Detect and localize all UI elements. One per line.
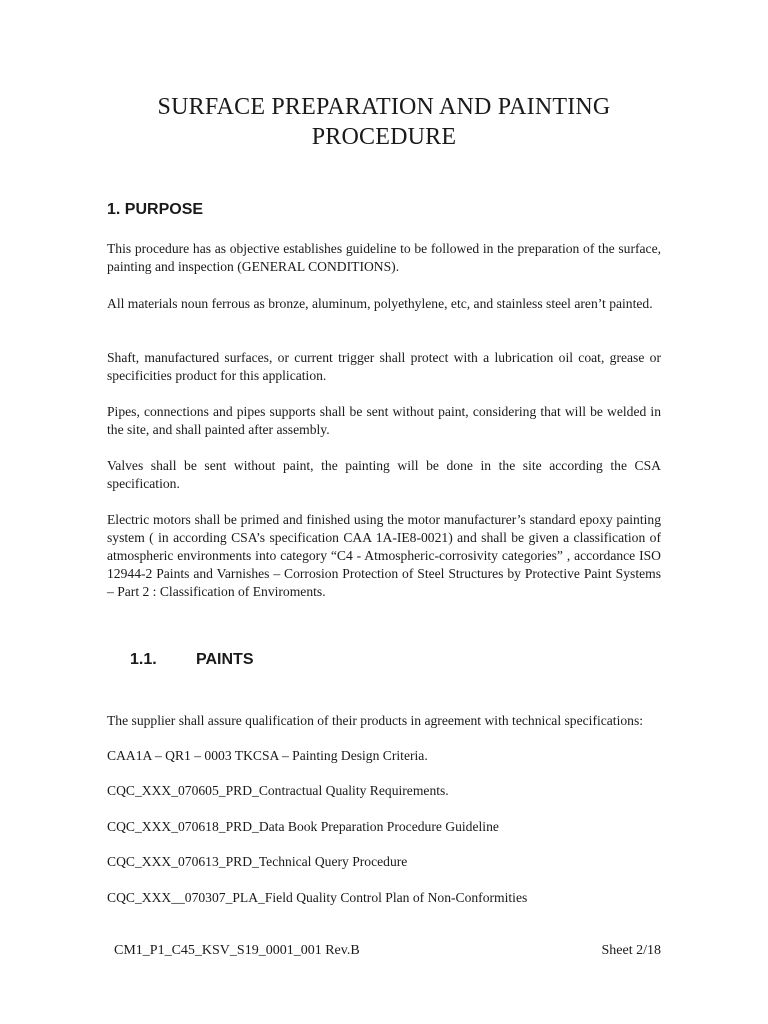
- paragraph-electric-motors: Electric motors shall be primed and finished using the motor manufacturer’s standard epoxy painting system ( in according CSA’s specification CAA 1A-IE8-0021) and shall be given a classification of atmospheric environments into category “C4 - Atmospheric-corrosivity categories” , accordance ISO 12944-2 Paints and Varnishes – Corrosion Protection of Steel Structures by Protective Paint Systems – Part 2 : Classification of Enviroments.: [107, 512, 661, 599]
- document-title: [0, 92, 768, 152]
- paragraph-non-ferrous: All materials noun ferrous as bronze, aluminum, polyethylene, etc, and stainless steel aren’t painted.: [107, 296, 653, 311]
- reference-item: CQC_XXX_070613_PRD_Technical Query Procedure: [107, 854, 408, 869]
- reference-item: CQC_XXX_070605_PRD_Contractual Quality Requirements.: [107, 783, 449, 798]
- paragraph-shaft: Shaft, manufactured surfaces, or current trigger shall protect with a lubrication oil coat, grease or specificities product for this application.: [107, 350, 661, 383]
- section-heading-purpose: 1. PURPOSE: [107, 201, 204, 218]
- section-number-paints: 1.1.: [130, 651, 157, 668]
- reference-item: CQC_XXX__070307_PLA_Field Quality Control Plan of Non-Conformities: [107, 890, 528, 905]
- footer-document-code: CM1_P1_C45_KSV_S19_0001_001 Rev.B: [114, 943, 360, 958]
- paragraph-supplier: The supplier shall assure qualification of their products in agreement with technical specifications:: [107, 713, 644, 728]
- paragraph-pipes: Pipes, connections and pipes supports shall be sent without paint, considering that will be welded in the site, and shall painted after assembly.: [107, 404, 661, 437]
- document-title-line-1: SURFACE PREPARATION AND PAINTING: [157, 94, 611, 120]
- document-title-line-2: PROCEDURE: [311, 124, 457, 150]
- footer-sheet-number: Sheet 2/18: [601, 943, 661, 958]
- paragraph-objective: This procedure has as objective establishes guideline to be followed in the preparation of the surface, painting and inspection (GENERAL CONDITIONS).: [107, 241, 661, 274]
- reference-item: CQC_XXX_070618_PRD_Data Book Preparation Procedure Guideline: [107, 819, 499, 834]
- section-heading-paints: PAINTS: [196, 651, 254, 668]
- paragraph-valves: Valves shall be sent without paint, the painting will be done in the site according the CSA specification.: [107, 458, 661, 491]
- reference-item: CAA1A – QR1 – 0003 TKCSA – Painting Design Criteria.: [107, 748, 428, 763]
